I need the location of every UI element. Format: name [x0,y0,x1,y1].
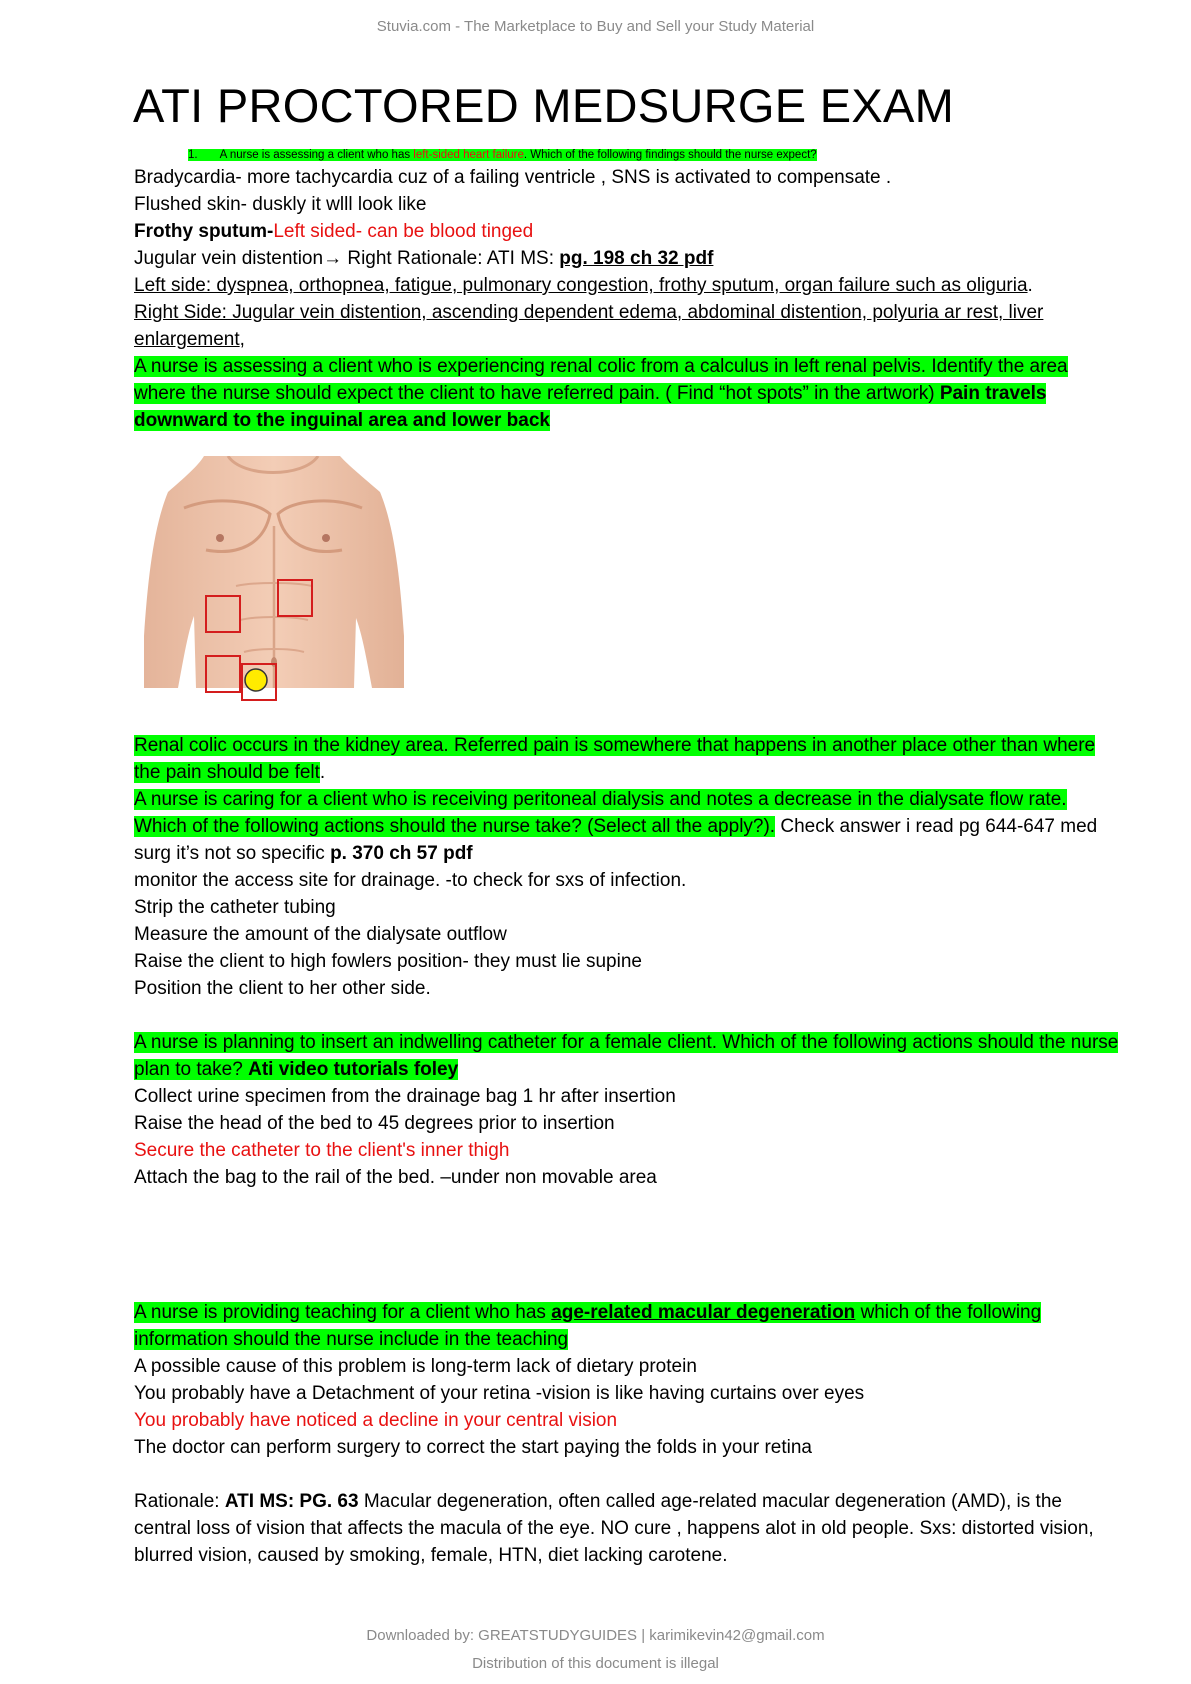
q1-left-side-end: . [1027,275,1033,296]
q4-option-1: Collect urine specimen from the drainage bag 1 hr after insertion [134,1086,676,1107]
q3-option-2: Strip the catheter tubing [134,897,336,918]
question-2-answer: Pain travels downward to the inguinal area and lower back [134,383,1047,431]
question-5-suffix: which of the following information should the nurse include in the teaching [134,1302,1042,1350]
q2-note-end: . [319,762,326,783]
q5-rationale [134,1488,1124,1569]
rationale-ref: ATI MS: PG. 63 [224,1491,359,1512]
left-nipple [216,534,224,542]
q3-option-5: Position the client to her other side. [134,978,431,999]
question-3-note: Check answer i read pg 644-647 med surg it’s not so specific [134,816,1098,864]
q1-left-side [134,272,1124,299]
question-1-highlight: left-sided heart failure [413,149,524,161]
q5-option-3-answer: You probably have noticed a decline in your central vision [134,1410,618,1431]
q1-option-2: Flushed skin- duskly it wlll look like [134,194,427,215]
q1-right-side-end: , [239,329,245,350]
question-2-text: A nurse is assessing a client who is experiencing renal colic from a calculus in left renal pelvis. Identify the area where the nurse should expect the client to have referred pain. ( Find “hot spots” in the artwork) [134,356,1068,404]
question-3-text: A nurse is caring for a client who is receiving peritoneal dialysis and notes a decrease in the dialysate flow rate. Which of the following actions should the nurse take? (Select all the apply?). [134,789,1067,837]
spacer [134,1002,1124,1029]
question-1-number: 1. [188,149,198,161]
q3-option-3: Measure the amount of the dialysate outflow [134,924,507,945]
question-5-topic: age-related macular degeneration [551,1302,856,1323]
rationale-text: Macular degeneration, often called age-related macular degeneration (AMD), is the central loss of vision that affects the macula of the eye. NO cure , happens alot in old people. Sxs: distorted vision, blurred vision, caused by smoking, female, HTN, diet lacking carotene. [134,1491,1094,1566]
question-5-prefix: A nurse is providing teaching for a client who has [134,1302,552,1323]
q5-option-4: The doctor can perform surgery to correct the start paying the folds in your retina [134,1437,812,1458]
question-1 [134,146,1124,164]
footer-downloaded-by: Downloaded by: GREATSTUDYGUIDES | karimikevin42@gmail.com [366,1627,825,1644]
selected-hot-spot-marker[interactable] [245,669,267,691]
question-4 [134,1029,1124,1083]
q1-option-4 [134,245,1124,272]
q1-option-3-bold: Frothy sputum- [134,221,274,242]
q5-option-1: A possible cause of this problem is long-term lack of dietary protein [134,1356,697,1377]
q1-right-side-text: Right Side: Jugular vein distention, ascending dependent edema, abdominal distention, polyuria ar rest, liver enlargement [134,302,1044,350]
right-nipple [322,534,330,542]
q1-option-1: Bradycardia- more tachycardia cuz of a failing ventricle , SNS is activated to compensate . [134,167,892,188]
spacer-large [134,1191,1124,1299]
abdomen-figure [144,456,404,728]
question-3 [134,786,1124,867]
q1-right-side [134,299,1124,353]
question-4-ref: Ati video tutorials foley [248,1059,459,1080]
q3-option-4: Raise the client to high fowlers position- they must lie supine [134,951,642,972]
question-1-suffix: . Which of the following findings should the nurse expect? [523,149,817,161]
q1-option-3 [134,218,1124,245]
question-1-prefix: A nurse is assessing a client who has [219,149,414,161]
q3-option-1: monitor the access site for drainage. -to check for sxs of infection. [134,870,687,891]
q1-option-4-text: Jugular vein distention→ Right Rationale: ATI MS: [134,248,560,269]
q1-option-4-ref: pg. 198 ch 32 pdf [559,248,714,269]
footer-distribution-notice: Distribution of this document is illegal [472,1655,719,1672]
q4-option-4: Attach the bag to the rail of the bed. –under non movable area [134,1167,657,1188]
spacer [134,1461,1124,1488]
rationale-label: Rationale: [134,1491,225,1512]
q5-option-2: You probably have a Detachment of your retina -vision is like having curtains over eyes [134,1383,865,1404]
q1-left-side-text: Left side: dyspnea, orthopnea, fatigue, pulmonary congestion, frothy sputum, organ failure such as oliguria [134,275,1028,296]
document-body [134,146,1124,1569]
q2-note-highlight: Renal colic occurs in the kidney area. Referred pain is somewhere that happens in another place other than where the pain should be felt [134,735,1096,783]
document-title: ATI PROCTORED MEDSURGE EXAM [133,79,955,132]
stuvia-header: Stuvia.com - The Marketplace to Buy and Sell your Study Material [376,18,815,35]
abdomen-diagram [144,456,404,728]
q2-note [134,732,1124,786]
question-2 [134,353,1124,434]
q4-option-3-answer: Secure the catheter to the client's inner thigh [134,1140,510,1161]
q1-option-3-answer: Left sided- can be blood tinged [273,221,534,242]
question-4-text: A nurse is planning to insert an indwelling catheter for a female client. Which of the following actions should the nurse plan to take? [134,1032,1119,1080]
q4-option-2: Raise the head of the bed to 45 degrees prior to insertion [134,1113,615,1134]
question-5 [134,1299,1124,1353]
question-3-ref: p. 370 ch 57 pdf [330,843,473,864]
